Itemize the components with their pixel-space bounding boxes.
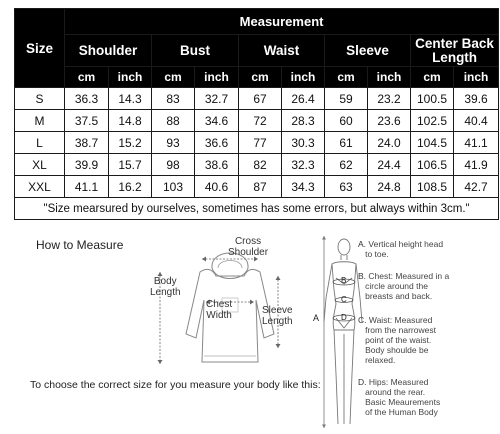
instruction-text: To choose the correct size for you measure your body like this: [30, 379, 321, 391]
body-measure-figure [318, 234, 358, 430]
unit-header: inch [454, 67, 499, 88]
measurement-cell: 34.3 [282, 176, 325, 198]
size-cell: L [15, 132, 65, 154]
table-row [15, 132, 499, 154]
measurement-cell: 23.2 [368, 88, 411, 110]
measurement-cell: 38.6 [195, 154, 239, 176]
measurement-cell: 63 [325, 176, 368, 198]
measurement-cell: 14.8 [109, 110, 152, 132]
unit-header: cm [65, 67, 109, 88]
figure-letter-c: C [341, 295, 347, 304]
size-header: Size [15, 9, 65, 88]
measurement-cell: 93 [152, 132, 195, 154]
shoulder-header: Shoulder [65, 35, 152, 67]
measurement-cell: 88 [152, 110, 195, 132]
unit-header: inch [282, 67, 325, 88]
unit-header: cm [152, 67, 195, 88]
size-chart-table [14, 8, 499, 220]
size-cell: S [15, 88, 65, 110]
size-cell: M [15, 110, 65, 132]
measurement-cell: 103 [152, 176, 195, 198]
measurement-cell: 39.9 [65, 154, 109, 176]
measurement-cell: 14.3 [109, 88, 152, 110]
measurement-cell: 100.5 [411, 88, 454, 110]
figure-letter-b: B [341, 276, 347, 285]
measurement-cell: 38.7 [65, 132, 109, 154]
size-cell: XXL [15, 176, 65, 198]
measurement-cell: 37.5 [65, 110, 109, 132]
measurement-cell: 72 [239, 110, 282, 132]
measurement-cell: 61 [325, 132, 368, 154]
unit-header: cm [239, 67, 282, 88]
measurement-cell: 62 [325, 154, 368, 176]
measurement-cell: 39.6 [454, 88, 499, 110]
measurement-cell: 60 [325, 110, 368, 132]
measurement-cell: 41.1 [65, 176, 109, 198]
measurement-cell: 15.2 [109, 132, 152, 154]
chest-width-label: Chest Width [206, 299, 233, 321]
measurement-cell: 42.7 [454, 176, 499, 198]
body-length-label: Body Length [150, 276, 181, 298]
measurement-cell: 24.4 [368, 154, 411, 176]
measurement-cell: 30.3 [282, 132, 325, 154]
measurement-note: "Size mearsured by ourselves, sometimes has some errors, but always within 3cm." [15, 198, 499, 220]
measurement-cell: 106.5 [411, 154, 454, 176]
measurement-cell: 24.8 [368, 176, 411, 198]
measurement-cell: 67 [239, 88, 282, 110]
table-row [15, 176, 499, 198]
measurement-cell: 36.3 [65, 88, 109, 110]
measurement-cell: 28.3 [282, 110, 325, 132]
table-row [15, 154, 499, 176]
measurement-cell: 32.7 [195, 88, 239, 110]
cross-shoulder-label: Cross Shoulder [228, 236, 269, 258]
unit-header: cm [325, 67, 368, 88]
center-back-length-header: Center Back Length [411, 35, 499, 67]
unit-header: cm [411, 67, 454, 88]
figure-letter-a: A [313, 313, 320, 323]
table-row [15, 88, 499, 110]
measurement-cell: 40.4 [454, 110, 499, 132]
waist-header: Waist [239, 35, 325, 67]
bust-header: Bust [152, 35, 239, 67]
measurement-cell: 77 [239, 132, 282, 154]
measurement-cell: 83 [152, 88, 195, 110]
measurement-cell: 26.4 [282, 88, 325, 110]
measurement-cell: 82 [239, 154, 282, 176]
step-c: C. Waist: Measured from the narrowest point of the waist. Body shoulde be relaxed. [358, 315, 436, 365]
measurement-cell: 87 [239, 176, 282, 198]
table-row [15, 110, 499, 132]
unit-header: inch [109, 67, 152, 88]
measurement-cell: 108.5 [411, 176, 454, 198]
size-cell: XL [15, 154, 65, 176]
measurement-cell: 104.5 [411, 132, 454, 154]
measurement-cell: 41.1 [454, 132, 499, 154]
sleeve-header: Sleeve [325, 35, 411, 67]
sleeve-length-label: Sleeve Length [262, 305, 293, 327]
measurement-cell: 32.3 [282, 154, 325, 176]
measurement-cell: 98 [152, 154, 195, 176]
measurement-header: Measurement [65, 9, 499, 35]
measurement-cell: 16.2 [109, 176, 152, 198]
measurement-cell: 40.6 [195, 176, 239, 198]
measurement-cell: 23.6 [368, 110, 411, 132]
step-a: A. Vertical height head to toe. [358, 239, 444, 259]
step-d: D. Hips: Measured around the rear. Basic Meaurements of the Human Body [358, 377, 441, 417]
measurement-cell: 41.9 [454, 154, 499, 176]
measurement-cell: 15.7 [109, 154, 152, 176]
measurement-cell: 24.0 [368, 132, 411, 154]
unit-header: inch [368, 67, 411, 88]
size-table-body [15, 88, 499, 198]
measurement-cell: 59 [325, 88, 368, 110]
step-b: B. Chest: Measured in a circle around the breasts and back. [358, 271, 450, 301]
unit-header: inch [195, 67, 239, 88]
measurement-cell: 102.5 [411, 110, 454, 132]
measurement-cell: 34.6 [195, 110, 239, 132]
measurement-cell: 36.6 [195, 132, 239, 154]
figure-letter-d: D [341, 313, 347, 322]
how-to-measure-title: How to Measure [36, 238, 124, 252]
